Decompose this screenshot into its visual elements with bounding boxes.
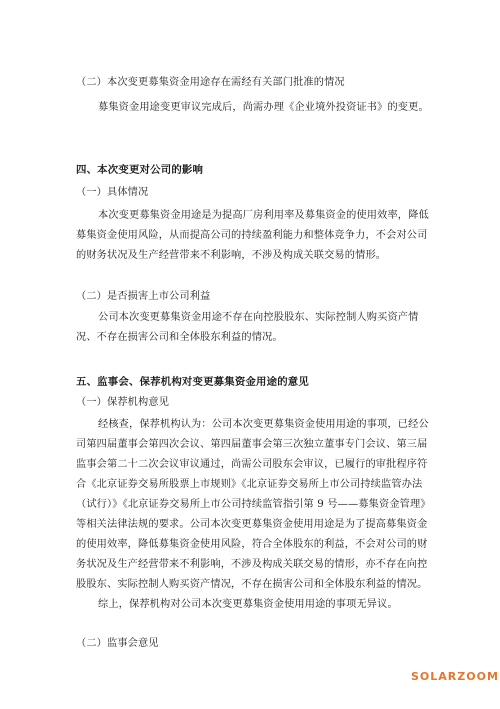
paragraph-sponsor-line: 合《北京证券交易所股票上市规则》《北京证券交易所上市公司持续监管办法 xyxy=(76,479,423,490)
paragraph-sponsor-line: 等相关法律法规的要求。公司本次变更募集资金使用用途是为了提高募集资金 xyxy=(76,519,428,530)
subsection-heading-supervisory: （二）监事会意见 xyxy=(76,638,159,649)
paragraph-approval: 募集资金用途变更审议完成后，尚需办理《企业境外投资证书》的变更。 xyxy=(98,102,429,113)
paragraph-details-line: 的财务状况及生产经营带来不利影响，不涉及构成关联交易的情形。 xyxy=(76,250,387,261)
paragraph-sponsor-line: 的使用效率，降低募集资金使用风险，符合全体股东的利益，不会对公司的财 xyxy=(76,539,428,550)
paragraph-interest-line: 况、不存在损害公司和全体股东利益的情况。 xyxy=(76,332,283,343)
subsection-heading-sponsor: （一）保荐机构意见 xyxy=(76,397,170,408)
paragraph-sponsor-line: 股股东、实际控制人购买资产情况，不存在损害公司和全体股东利益的情况。 xyxy=(76,579,428,590)
paragraph-sponsor-line: 经核查，保荐机构认为：公司本次变更募集资金使用用途的事项，已经公 xyxy=(98,419,429,430)
paragraph-sponsor-line: 司第四届董事会第四次会议、第四届董事会第三次独立董事专门会议、第三届 xyxy=(76,439,428,450)
subsection-heading-details: （一）具体情况 xyxy=(76,187,149,198)
paragraph-sponsor-line: 监事会第二十二次会议审议通过，尚需公司股东会审议，已履行的审批程序符 xyxy=(76,459,428,470)
section-heading-impact: 四、本次变更对公司的影响 xyxy=(76,164,204,176)
paragraph-details-line: 本次变更募集资金用途是为提高厂房利用率及募集资金的使用效率，降低 xyxy=(98,210,429,221)
section-heading-opinions: 五、监事会、保荐机构对变更募集资金用途的意见 xyxy=(76,376,309,388)
paragraph-interest-line: 公司本次变更募集资金用途不存在向控股股东、实际控制人购买资产情 xyxy=(98,312,419,323)
watermark-logo: SOLARZOOM xyxy=(411,670,499,683)
paragraph-sponsor-conclusion: 综上，保荐机构对公司本次变更募集资金使用用途的事项无异议。 xyxy=(98,599,398,610)
subsection-heading-approval: （二）本次变更募集资金用途存在需经有关部门批准的情况 xyxy=(76,77,345,88)
paragraph-sponsor-line: 务状况及生产经营带来不利影响，不涉及构成关联交易的情形，亦不存在向控 xyxy=(76,559,428,570)
paragraph-sponsor-line: （试行）》《北京证券交易所上市公司持续监管指引第 9 号——募集资金管理》 xyxy=(76,499,431,510)
paragraph-details-line: 募集资金使用风险，从而提高公司的持续盈利能力和整体竞争力，不会对公司 xyxy=(76,230,428,241)
subsection-heading-interest: （二）是否损害上市公司利益 xyxy=(76,291,211,302)
